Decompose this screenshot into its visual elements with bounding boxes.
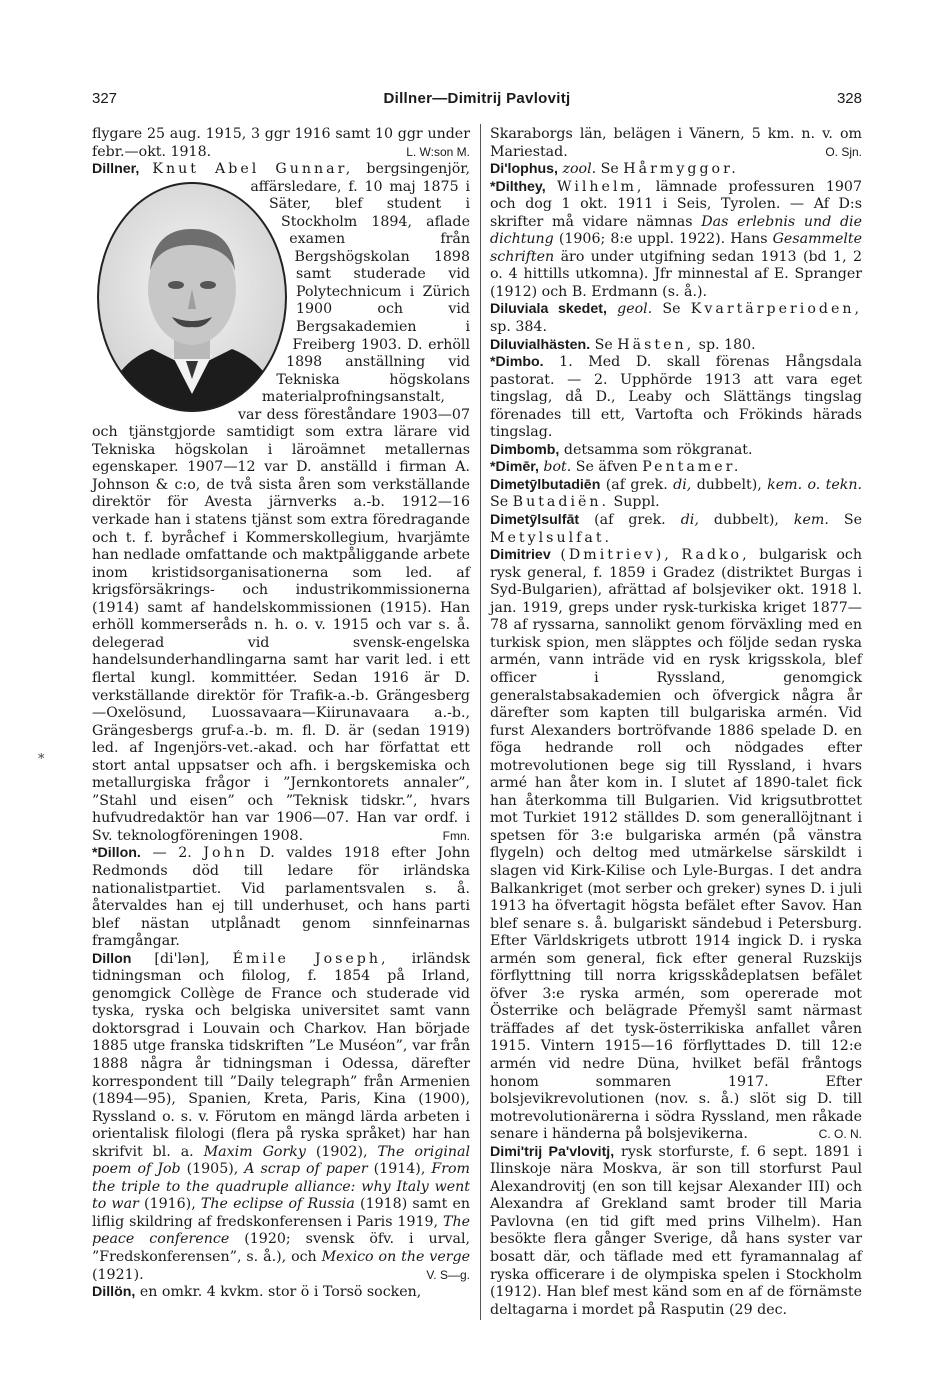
author-signature: C. O. N. <box>818 1127 862 1142</box>
page-number-right: 328 <box>836 90 862 107</box>
italic-text: di, <box>673 476 692 493</box>
italic-text: di, <box>680 512 699 529</box>
entry-text: (af grek. <box>605 476 668 493</box>
entry-text: Se äfven <box>575 459 638 476</box>
italic-text: kem. <box>793 512 829 529</box>
entry-text: (1906; 8:e uppl. 1922). Hans <box>558 231 768 248</box>
headword: *Dilthey, <box>490 178 546 195</box>
entry-text: (af grek. <box>594 512 666 529</box>
headword: Dillon <box>92 950 132 967</box>
entry-text: D. valdes 1918 efter John Redmonds död till ledare för irländska nationalistpartiet. Vid parlamentsvalen s. å. återvaldes han ej till underhuset, och hans parti blef nästan utplånadt genom sinnfeinarnas framgångar. <box>92 845 470 950</box>
entry-text: Butadiën. <box>512 494 610 511</box>
headword: Dimetȳlbutadiēn <box>490 476 601 493</box>
entry-text: Se <box>662 301 681 318</box>
entry-text: — 2. <box>152 845 192 862</box>
entry-dimetylbutadien <box>490 477 862 512</box>
headword: Dillner, <box>92 161 140 178</box>
entry-text: (1902), <box>315 1143 368 1160</box>
entry-text: rysk storfurste, f. 6 sept. 1891 i Ilinskoje nära Moskva, är son till storfurst Paul Alexandrovitj (en son till kejsar Alexander III) och Alexandra af Grekland samt broder till Maria Pavlovna (en tid gift med prins Vilhelm). Han besökte flera gånger Sverige, då hans syster var bosatt där, och täflade med ett fyramannalag af ryska officerare i de olympiska spelen i Stockholm (1912). Han blef mest känd som en af de förnämste deltagarna i mordet på Rasputin (29 dec. <box>490 1143 862 1318</box>
entry-text: dubbelt), <box>713 512 779 529</box>
entry-diluvialhasten <box>490 337 862 355</box>
entry-text: Skaraborgs län, belägen i Vänern, 5 km. n. v. om Mariestad. <box>490 126 862 160</box>
running-title: Dillner—Dimitrij Pavlovitj <box>383 90 571 107</box>
entry-dillon-emile <box>92 951 470 1284</box>
entry-text: (1914), <box>373 1161 426 1178</box>
author-signature: L. W:son M. <box>406 144 470 159</box>
italic-text: Maxim Gorky <box>203 1143 306 1160</box>
italic-text: Das erlebnis und die dichtung <box>490 213 862 248</box>
entry-diluviala <box>490 301 862 336</box>
headword: *Dimbo. <box>490 354 544 371</box>
entry-text: irländsk tidningsman och filolog, f. 1854 på Irland, genomgick Collège de France och studerade vid tyska, ryska och belgiska universitet samt vann doktorsgrad i Louvain och Charkov. Han började 1885 utge franska tidskriften ”Le Muséon”, var från 1888 några år tidningsman i Odessa, därefter korrespondent till ”Daily telegraph” från Armenien (1894—95), Spanien, Kreta, Paris, Kina (1900), Ryssland o. s. v. Förutom en mängd lärda arbeten i orientalisk filologi (flera på ryska språket) har han skrifvit bl. a. <box>92 950 470 1160</box>
italic-text: zool. <box>562 161 597 178</box>
headword: Dillön, <box>92 1284 136 1301</box>
author-signature: O. Sjn. <box>825 144 862 159</box>
left-column <box>92 126 470 1302</box>
entry-text: (1916), <box>144 1196 196 1213</box>
italic-text: Mexico on the verge <box>321 1249 470 1265</box>
italic-text: The peace conference <box>92 1213 471 1248</box>
entry-text: Se <box>600 161 619 178</box>
entry-text: Émile Joseph, <box>232 950 389 967</box>
entry-text: [di'lən], <box>154 950 210 967</box>
headword: Dimbomb, <box>490 441 560 458</box>
entry-continuation <box>92 126 470 161</box>
entry-dilophus <box>490 161 862 179</box>
entry-dilthey <box>490 179 862 302</box>
entry-text: sp. 384. <box>490 319 547 336</box>
entry-text: Metylsulfat. <box>490 529 613 546</box>
entry-text: lämnade professuren 1907 och dog 1 okt. 1911 i Seis, Tyrolen. — Af D:s skrifter må vidare nämnas <box>490 178 862 230</box>
italic-text: A scrap of paper <box>244 1161 368 1178</box>
headword: Dimi'trij Pa'vlovitj, <box>490 1143 615 1160</box>
entry-text: flygare 25 aug. 1915, 3 ggr 1916 samt 10 ggr under febr.—okt. 1918. <box>92 126 470 160</box>
page-header <box>92 90 862 110</box>
author-signature: V. S—g. <box>426 1267 470 1282</box>
headword: Dimitriev <box>490 547 551 564</box>
entry-text: John <box>203 845 248 862</box>
entry-text: Se <box>594 336 613 353</box>
italic-text: Gesammelte schriften <box>490 231 862 265</box>
entry-text: Hårmyggor. <box>623 161 739 178</box>
entry-dimitrij-pavlovitj <box>490 1144 862 1319</box>
margin-mark: * <box>38 752 45 767</box>
entry-dillon-john <box>92 845 470 950</box>
entry-dillner <box>92 161 470 845</box>
headword: *Dillon. <box>92 845 141 862</box>
entry-text: (1905), <box>186 1161 239 1178</box>
entry-text: Suppl. <box>613 494 660 511</box>
italic-text: The eclipse of Russia <box>200 1196 355 1213</box>
portrait-image <box>92 179 288 415</box>
headword: Diluviala skedet, <box>490 301 607 318</box>
headword: Dimetȳlsulfāt <box>490 512 580 529</box>
entry-text: Hästen, <box>617 336 695 353</box>
page-number-left: 327 <box>92 90 118 107</box>
italic-text: bot. <box>543 459 572 476</box>
entry-text: Radko, <box>681 547 750 564</box>
italic-text: geol. <box>617 301 653 318</box>
entry-text: (1918) samt en liflig skildring af fredskonferensen i Paris 1919, <box>92 1196 471 1230</box>
entry-dimbomb <box>490 442 862 460</box>
entry-dimbo <box>490 354 862 442</box>
column-divider <box>480 124 481 1320</box>
author-signature: Fmn. <box>442 828 470 843</box>
right-column <box>490 126 862 1319</box>
entry-text: bergsingenjör, affärsledare, f. 10 maj 1875 i Säter, blef student i Stockholm 1894, aflade examen från Bergshögskolan 1898 samt studerade vid Polytechnicum i Zürich 1900 och vid Bergsakademien i Freiberg 1903. D. erhöll 1898 anställning vid Tekniska högskolans materialprofningsanstalt, var dess föreståndare 1903—07 och tjänstgjorde samtidigt som extra lärare vid Tekniska högskolan i läroämnet metallernas egenskaper. 1907—12 var D. anställd i firman A. Johnson & c:o, de två sista åren som verkställande direktör för Avesta järnverks a.-b. 1912—16 verkade han i statens tjänst som extra föredragande och t. f. byråchef i Kommerskollegium, hvarjämte han nedlade omfattande och maktpåliggande arbete inom kristidsorganisationerna som led. af krigsförsäkrings- och industrikommissionerna (1914) samt af handelskommissionen (1915). Han erhöll kommerseråds n. h. o. v. 1915 och var s. å. delegerad vid svensk-engelska handelsunderhandlingarna samt har varit led. i ett flertal kungl. kommittéer. Sedan 1916 är D. verkställande direktör för Trafik-a.-b. Grängesberg—Oxelösund, Luossavaara—Kiirunavaara a.-b., Grängesbergs gruf-a.-b. m. fl. D. är (sedan 1919) led. af Ingenjörs-vet.-akad. och har författat ett stort antal uppsatser och afh. i bergskemiska och metallurgiska frågor i ”Jernkontorets annaler”, ”Stahl und eisen” och ”Teknisk tidskr.”, hvars hufvudredaktör han var 1906—07. Han var ordf. i Sv. teknologföreningen 1908. <box>92 161 470 844</box>
entry-text: Pentamer. <box>642 459 742 476</box>
entry-text: Wilhelm, <box>557 178 645 195</box>
entry-dimer <box>490 459 862 477</box>
entry-dillon-island <box>92 1284 470 1302</box>
entry-text: äro under utgifning sedan 1913 (bd 1, 2 o. 4 hittills utkomna). Jfr minnestal af E. Spranger (1912) och B. Erdmann (s. å.). <box>490 248 862 300</box>
headword: Di'lophus, <box>490 161 559 178</box>
entry-continuation <box>490 126 862 161</box>
headword: *Dimēr, <box>490 459 539 476</box>
entry-text: (Dmitriev), <box>560 547 672 564</box>
italic-text: From the triple to the quadruple alliance: why Italy went to war <box>92 1161 470 1213</box>
entry-text: en omkr. 4 kvkm. stor ö i Torsö socken, <box>139 1284 422 1301</box>
entry-text: Se <box>843 512 863 529</box>
entry-text: (1921). <box>92 1266 144 1283</box>
entry-text: sp. 180. <box>698 336 756 353</box>
entry-text: detsamma som rökgranat. <box>563 441 753 458</box>
entry-text: (1920; svensk öfv. i urval, ”Fredskonferensen”, s. å.), och <box>92 1231 471 1265</box>
entry-text: Knut Abel Gunnar, <box>152 161 354 178</box>
entry-text: bulgarisk och rysk general, f. 1859 i Gradez (distriktet Burgas i Syd-Bulgarien), afrättad af bolsjeviker okt. 1918 l. jan. 1919, greps under rysk-turkiska kriget 1877—78 af ryssarna, sannolikt genom förväxling med en turkisk spion, men släpptes och följde sedan ryska armén, vann inträde vid en rysk krigsskola, blef officer i Ryssland, genomgick generalstabsakademien och öfvergick några år därefter som kapten till bulgariska armén. Vid furst Alexanders bortröfvande 1886 spelade D. en föga hedrande roll och nödgades efter motrevolutionen bege sig till Ryssland, i hvars armé han åter kom in. I slutet af 1890-talet fick han återkomma till Bulgarien. Vid krigsutbrottet mot Turkiet 1912 ställdes D. som generallöjtnant i spetsen för 3:e bulgariska armén (på vänstra flygeln) och deltog med utmärkelse särskildt i slagen vid Kirk-Kilise och Lyle-Burgas. I det andra Balkankriget (mot serber och greker) synes D. i juli 1913 ha öfvertagit högsta befälet efter Savov. Han blef senare s. å. bulgariskt sändebud i Petersburg. Efter Världskrigets utbrott 1914 ingick D. i ryska armén som general, fick efter general Ruzskijs förflyttning till norra krigsskådeplatsen befälet öfver 3:e ryska armén, som opererade mot Österrike och belägrade Přemyšl samt närmast träffades af det tysk-österrikiska anfallet våren 1915. Vintern 1915—16 förflyttades D. till 12:e armén vid nedre Düna, hvilket befäl fråntogs honom sommaren 1917. Efter bolsjevikrevolutionen (nov. s. å.) slöt sig D. till motrevolutionärerna i södra Ryssland, men råkade senare i händerna på bolsjevikerna. <box>490 547 862 1143</box>
entry-text: Se <box>490 494 509 511</box>
headword: Diluvialhästen. <box>490 336 591 353</box>
entry-text: Kvartärperioden, <box>690 301 863 318</box>
entry-dimitriev <box>490 547 862 1144</box>
entry-text: 1. Med D. skall förenas Hångsdala pastorat. — 2. Upphörde 1913 att vara eget tingslag, då D., Leaby och Slättängs tingslag förenades till ett, Vartofta och Frökinds härads tingslag. <box>490 354 862 441</box>
entry-text: dubbelt), <box>696 476 762 493</box>
italic-text: The original poem of Job <box>92 1143 471 1178</box>
entry-dimetylsulfat <box>490 512 862 547</box>
italic-text: kem. o. tekn. <box>767 476 863 493</box>
